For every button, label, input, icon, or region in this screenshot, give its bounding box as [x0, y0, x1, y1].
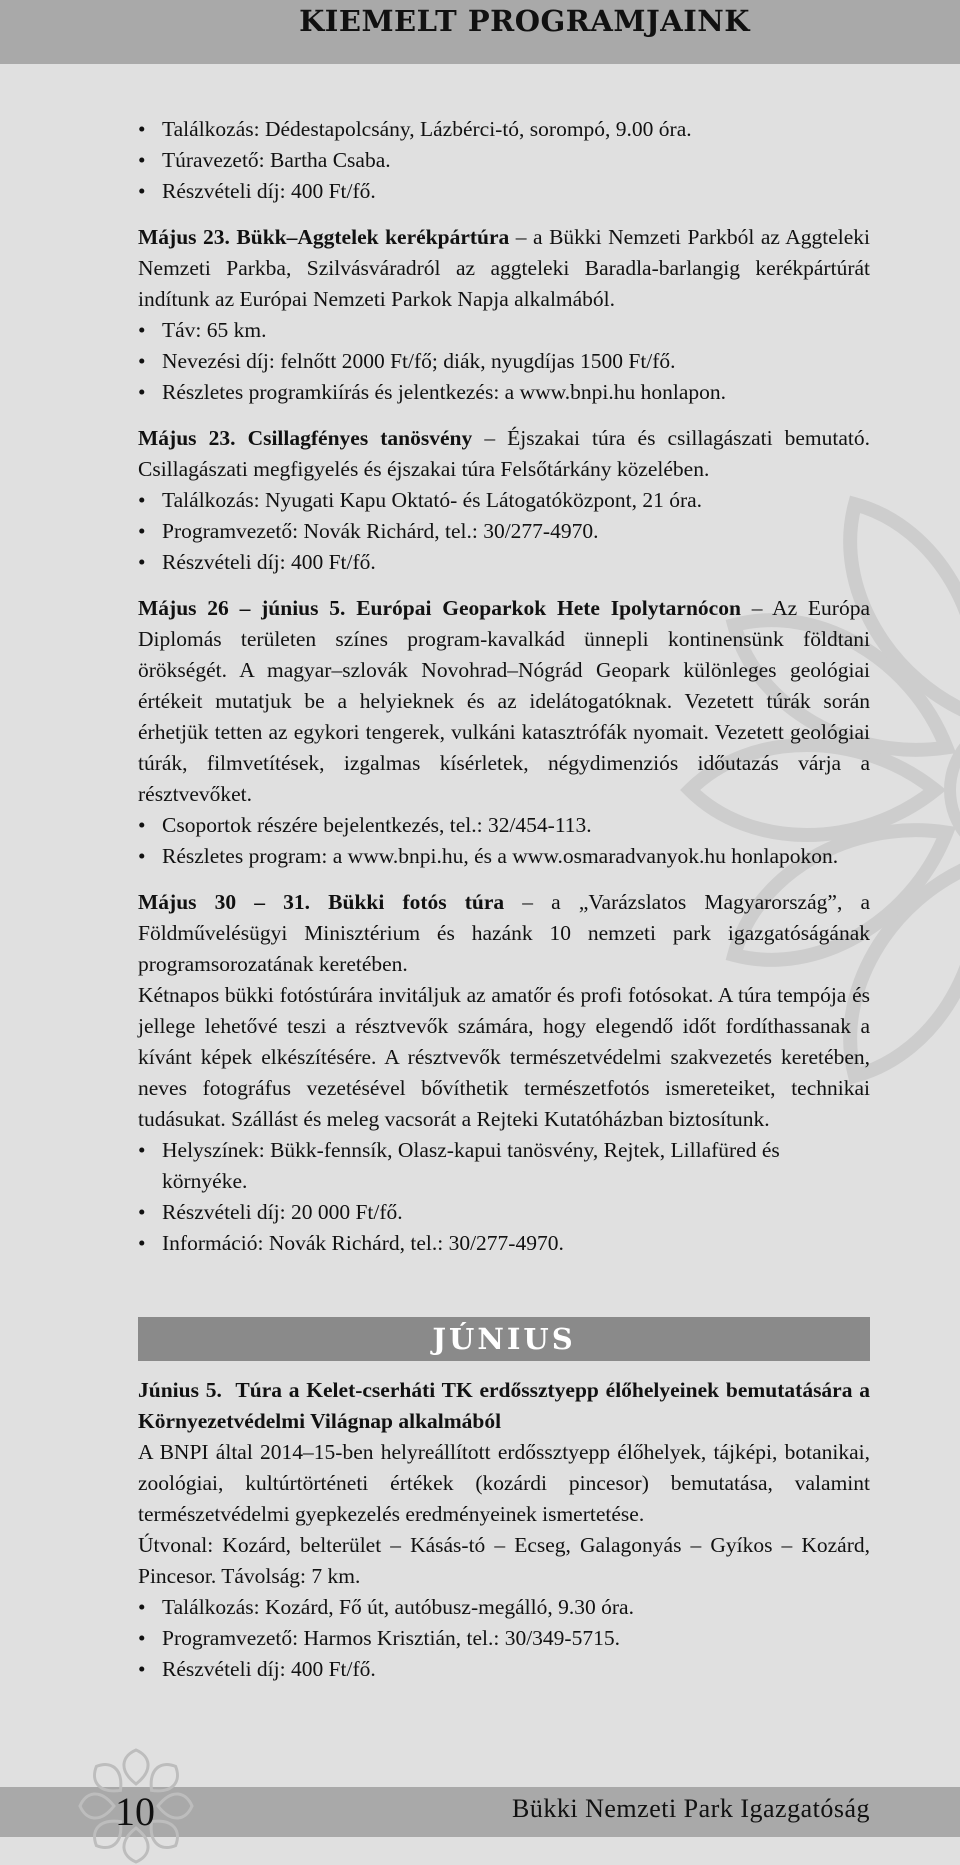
event-date: Május 30 – 31.: [138, 890, 311, 914]
event-details: [138, 1592, 870, 1685]
event-details: [138, 315, 870, 408]
list-item: • Részvételi díj: 400 Ft/fő.: [138, 1654, 870, 1685]
event-title: Csillagfényes tanösvény: [247, 426, 473, 450]
list-item: • Részvételi díj: 20 000 Ft/fő.: [138, 1197, 870, 1228]
header-bar: [0, 0, 960, 64]
event-text: – Az Európa Diplomás területen színes program-kavalkád ünnepli kontinensünk földtani örökségét. A magyar–szlovák Novohrad–Nógrád Geopark különleges geológiai értékeit mutatjuk be a helyieknek és az idelátogatóknak. Vezetett túrák során érhetjük tetten az egykori tengerek, vulkáni katasztrófák nyomait. Vezetett geológiai túrák, filmvetítések, izgalmas kísérletek, négydimenziós időutazás várja a résztvevőket.: [138, 596, 871, 806]
footer-organization: Bükki Nemzeti Park Igazgatóság: [512, 1794, 870, 1823]
event-description-extra: Kétnapos bükki fotóstúrára invitáljuk az amatőr és profi fotósokat. A túra tempója és jellege lehetővé teszi a résztvevők számára, hogy elegendő időt fordíthassanak a kívánt képek elkészítésére. A résztvevők természetvédelmi szakvezetés keretében, neves fotográfus vezetésével bővíthetik természetfotós ismereteiket, technikai tudásukat. Szállást és meleg vacsorát a Rejteki Kutatóházban biztosítunk.: [138, 983, 870, 1131]
list-item: • Részletes programkiírás és jelentkezés: a www.bnpi.hu honlapon.: [138, 377, 870, 408]
event-description: [138, 222, 870, 315]
event-date: Május 23.: [138, 225, 230, 249]
page-number: 10: [115, 1789, 155, 1834]
list-item: • Információ: Novák Richárd, tel.: 30/277-4970.: [138, 1228, 870, 1259]
event-description: A BNPI által 2014–15-ben helyreállított erdőssztyepp élőhelyek, tájképi, botanikai, zoológiai, kultúrtörténeti értékek (kozárdi pincesor) bemutatása, valamint természetvédelmi gyepkezelés eredményeinek ismertetése.: [138, 1440, 870, 1526]
event-description: [138, 593, 870, 810]
event-text: – Éjszakai túra és csillagászati bemutató. Csillagászati megfigyelés és éjszakai túra Felsőtárkány közelében.: [138, 426, 871, 481]
event-date: Június 5.: [138, 1378, 222, 1402]
event-details: [138, 810, 870, 872]
list-item: • Csoportok részére bejelentkezés, tel.: 32/454-113.: [138, 810, 870, 841]
event-title: Bükk–Aggtelek kerékpártúra: [236, 225, 510, 249]
event-junius-5: [138, 1375, 870, 1685]
list-item: • Túravezető: Bartha Csaba.: [138, 145, 870, 176]
list-item: • Helyszínek: Bükk-fennsík, Olasz-kapui tanösvény, Rejtek, Lillafüred és környéke.: [138, 1135, 870, 1197]
page-title: KIEMELT PROGRAMJAINK: [299, 4, 750, 38]
list-item: • Részvételi díj: 400 Ft/fő.: [138, 176, 870, 207]
event-title: Európai Geoparkok Hete Ipolytarnócon: [356, 596, 741, 620]
event-heading: [138, 1375, 870, 1437]
event-csillagfenyes: [138, 423, 870, 578]
list-item: • Találkozás: Kozárd, Fő út, autóbusz-megálló, 9.30 óra.: [138, 1592, 870, 1623]
event-date: Május 26 – június 5.: [138, 596, 346, 620]
event-bukk-aggtelek: [138, 222, 870, 408]
event-details: [138, 1135, 870, 1259]
list-item: • Találkozás: Nyugati Kapu Oktató- és Látogatóközpont, 21 óra.: [138, 485, 870, 516]
list-item: • Nevezési díj: felnőtt 2000 Ft/fő; diák, nyugdíjas 1500 Ft/fő.: [138, 346, 870, 377]
list-item: • Programvezető: Novák Richárd, tel.: 30/277-4970.: [138, 516, 870, 547]
list-item: • Találkozás: Dédestapolcsány, Lázbérci-tó, sorompó, 9.00 óra.: [138, 114, 870, 145]
list-item: • Táv: 65 km.: [138, 315, 870, 346]
flower-petal: [124, 1750, 148, 1784]
event-description: [138, 423, 870, 485]
list-item: • Részletes program: a www.bnpi.hu, és a www.osmaradvanyok.hu honlapokon.: [138, 841, 870, 872]
event-text: – a „Varázslatos Magyarország”, a Földművelésügyi Minisztérium és hazánk 10 nemzeti park igazgatóságának programsorozatának keretében.: [138, 890, 870, 976]
event-title: Túra a Kelet-cserháti TK erdőssztyepp élőhelyeinek bemutatására a Környezetvédelmi Világnap alkalmából: [138, 1378, 870, 1433]
event-description: [138, 887, 870, 980]
event-route: Útvonal: Kozárd, belterület – Kásás-tó – Ecseg, Galagonyás – Gyíkos – Kozárd, Pincesor. Távolság: 7 km.: [138, 1533, 870, 1588]
event-title: Bükki fotós túra: [328, 890, 505, 914]
flower-petal: [158, 1794, 192, 1818]
event-fotos-tura: [138, 887, 870, 1259]
program-list: [138, 114, 870, 1685]
list-item: • Programvezető: Harmos Krisztián, tel.: 30/349-5715.: [138, 1623, 870, 1654]
event-date: Május 23.: [138, 426, 236, 450]
event-details: [138, 485, 870, 578]
list-item: • Részvételi díj: 400 Ft/fő.: [138, 547, 870, 578]
month-heading: JÚNIUS: [432, 1321, 576, 1356]
month-heading-bar: [138, 1317, 870, 1361]
intro-bullet-list: [138, 114, 870, 207]
event-geoparkok: [138, 593, 870, 872]
event-text: – a Bükki Nemzeti Parkból az Aggteleki Nemzeti Parkba, Szilvásváradról az aggteleki Baradla-barlangig kerékpártúrát indítunk az Európai Nemzeti Parkok Napja alkalmából.: [138, 225, 871, 311]
